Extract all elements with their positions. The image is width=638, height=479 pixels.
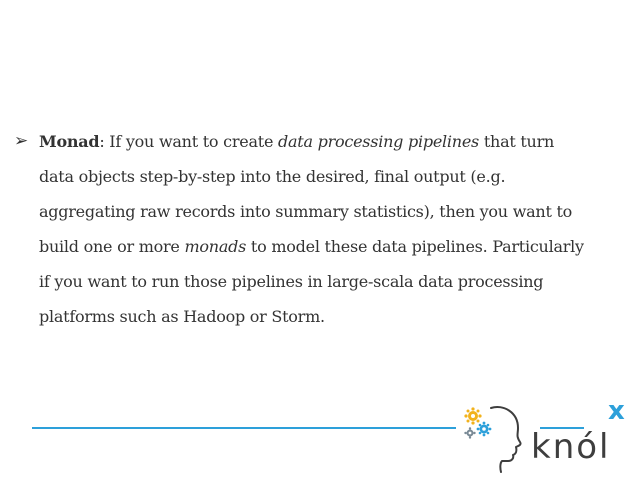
emphasis-monads: monads (184, 237, 247, 256)
bullet-paragraph (39, 124, 633, 334)
line-text: if you want to run those pipelines in large-scala data processing (39, 272, 544, 291)
paragraph-line-2 (39, 159, 633, 194)
knolx-x-mark: x (608, 396, 625, 426)
paragraph-line-3 (39, 194, 633, 229)
line-text: data objects step-by-step into the desired, final output (e.g. (39, 167, 506, 186)
line-text: that turn (479, 132, 555, 151)
line-text: aggregating raw records into summary statistics), then you want to (39, 202, 573, 221)
paragraph-line-5 (39, 264, 633, 299)
bullet-arrow-icon: ➢ (14, 131, 29, 151)
emphasis-data-processing-pipelines: data processing pipelines (278, 132, 479, 151)
line-text: build one or more (39, 237, 185, 256)
head-with-gears-icon (458, 398, 528, 473)
paragraph-line-1 (39, 124, 633, 159)
knolx-wordmark: knól (531, 427, 611, 467)
paragraph-line-6 (39, 299, 633, 334)
line-text: platforms such as Hadoop or Storm. (39, 307, 325, 326)
term-monad: Monad (39, 132, 100, 151)
paragraph-line-4 (39, 229, 633, 264)
line-text: to model these data pipelines. Particularly (246, 237, 584, 256)
knolx-logo (458, 398, 633, 473)
line-text: : If you want to create (99, 132, 278, 151)
footer-divider (32, 427, 456, 429)
